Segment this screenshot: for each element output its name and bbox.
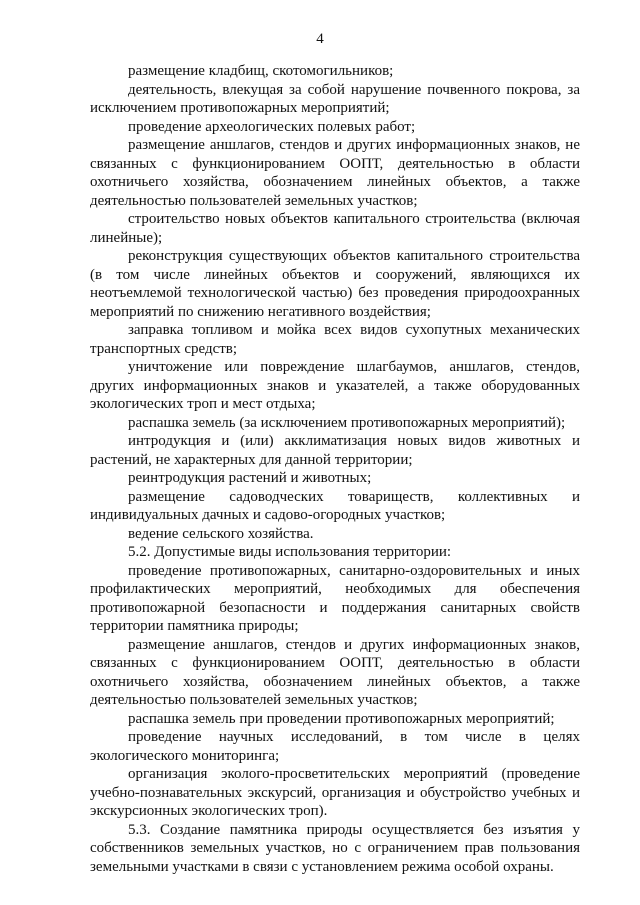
paragraph: организация эколого-просветительских мероприятий (проведение учебно-познавательных экскурсий, организация и обустройство учебных и экскурсионных экологических троп). xyxy=(90,766,580,819)
document-body xyxy=(90,62,580,876)
paragraph: размещение садоводческих товариществ, коллективных и индивидуальных дачных и садово-огородных участков; xyxy=(90,488,580,523)
paragraph: деятельность, влекущая за собой нарушение почвенного покрова, за исключением противопожарных мероприятий; xyxy=(90,81,580,116)
paragraph: проведение научных исследований, в том числе в целях экологического мониторинга; xyxy=(90,729,580,764)
paragraph: 5.3. Создание памятника природы осуществляется без изъятия у собственников земельных участков, но с ограничением прав пользования земельными участками в связи с установлением режима особой охраны. xyxy=(90,821,580,875)
paragraph: распашка земель при проведении противопожарных мероприятий; xyxy=(128,710,555,727)
paragraph: распашка земель (за исключением противопожарных мероприятий); xyxy=(128,414,566,431)
paragraph: 5.2. Допустимые виды использования территории: xyxy=(128,544,452,560)
paragraph: проведение противопожарных, санитарно-оздоровительных и иных профилактических мероприятий, необходимых для обеспечения противопожарной безопасности и поддержания санитарных свойств территории памятника природы; xyxy=(90,562,580,634)
page-number: 4 xyxy=(316,31,324,47)
paragraph: ведение сельского хозяйства. xyxy=(128,525,314,542)
paragraph: уничтожение или повреждение шлагбаумов, аншлагов, стендов, других информационных знаков и указателей, а также оборудованных экологических троп и мест отдыха; xyxy=(90,359,580,412)
paragraph: реконструкция существующих объектов капитального строительства (в том числе линейных объектов и сооружений, являющихся их неотъемлемой технологической частью) без проведения природоохранных мероприятий по снижению негативного воздействия; xyxy=(90,248,580,320)
paragraph: реинтродукция растений и животных; xyxy=(128,470,372,486)
paragraph: размещение кладбищ, скотомогильников; xyxy=(128,63,394,79)
paragraph: размещение аншлагов, стендов и других информационных знаков, не связанных с функционированием ООПТ, деятельностью в области охотничьего хозяйства, обозначением линейных объектов, а также деятельностью пользователей земельных участков; xyxy=(90,137,580,209)
paragraph: проведение археологических полевых работ; xyxy=(128,118,416,135)
paragraph: строительство новых объектов капитального строительства (включая линейные); xyxy=(90,211,580,246)
paragraph: размещение аншлагов, стендов и других информационных знаков, связанных с функционированием ООПТ, деятельностью в области охотничьего хозяйства, обозначением линейных объектов, а также деятельностью пользователей земельных участков; xyxy=(90,636,580,708)
paragraph: заправка топливом и мойка всех видов сухопутных механических транспортных средств; xyxy=(90,322,580,357)
paragraph: интродукция и (или) акклиматизация новых видов животных и растений, не характерных для данной территории; xyxy=(90,433,580,468)
